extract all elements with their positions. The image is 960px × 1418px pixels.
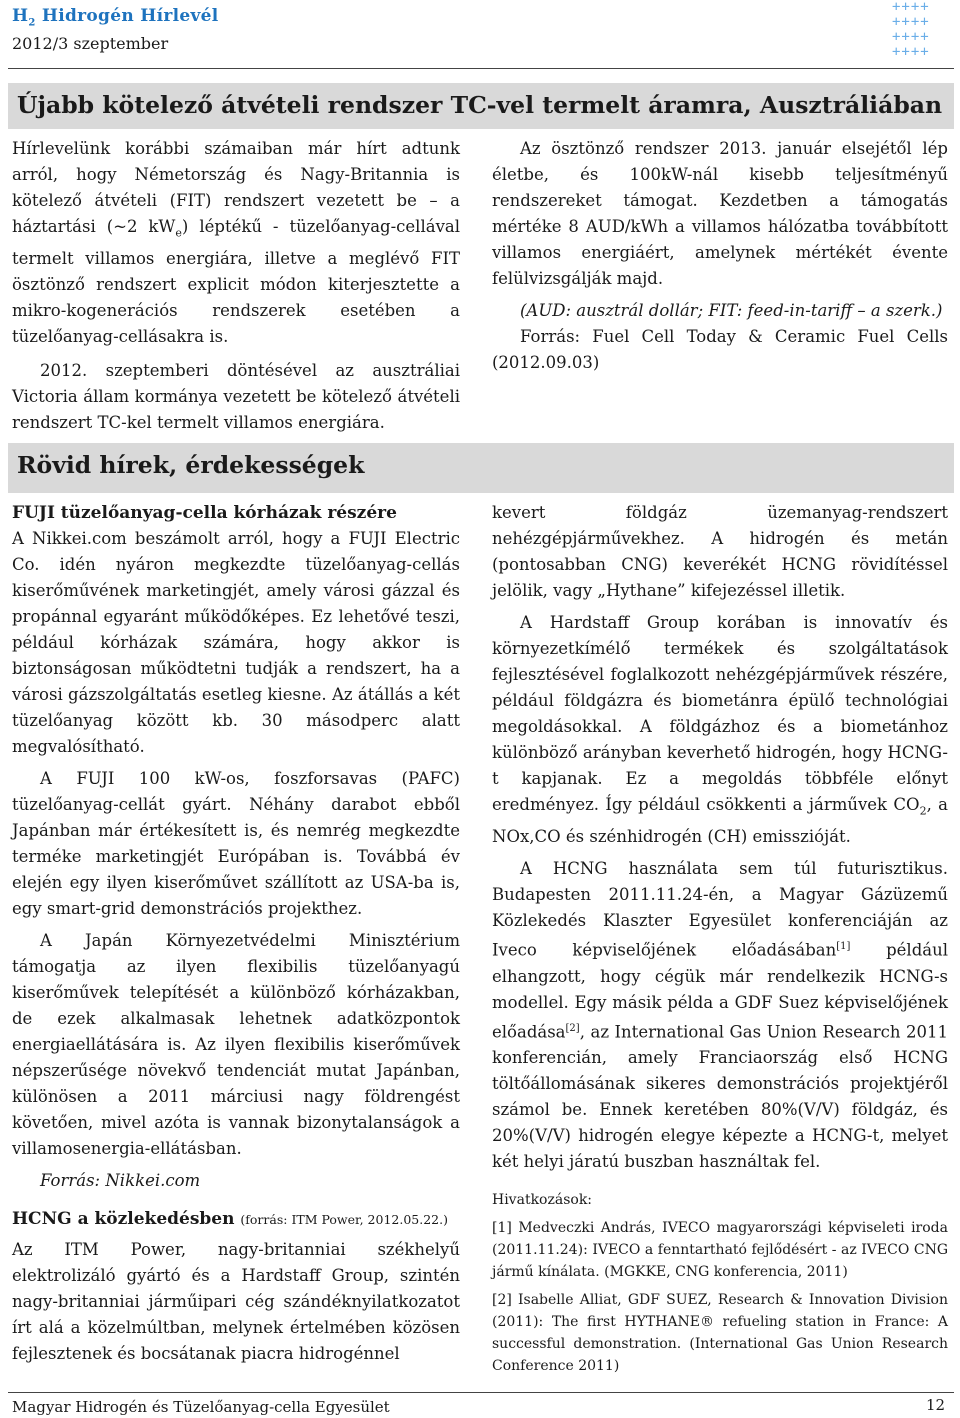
- fuji-heading: FUJI tüzelőanyag-cella kórházak részére: [12, 503, 397, 523]
- references: [492, 1189, 948, 1377]
- header-rule: [8, 68, 954, 69]
- article-right-column: [492, 136, 948, 376]
- news-paragraph: A Nikkei.com beszámolt arról, hogy a FUJI Electric Co. idén nyáron megkezdte tüzelőanyag-cellás kiserőművének marketingjét, amely városi gázzal és propánnal egyaránt működőképes. Ez lehetővé teszi, például kórházak számára, hogy akkor is biztonságosan működtetni tudják a rendszert, ha a városi gázszolgáltatás esetleg kiesne. Az átállás a két tüzelőanyag között kb. 30 másodperc alatt megvalósítható.: [12, 529, 460, 756]
- news-paragraph: A Hardstaff Group korában is innovatív és környezetkímélő termékek és szolgáltatások fejlesztésével foglalkozott nehézgépjárművek részére, például földgázra és biometánra épülő technológiai megoldásokkal. A földgázhoz és a biometánhoz különböző arányban keverhető hidrogén, hogy HCNG-t kapjanak. Ez a megoldás többféle előnyt eredményez. Így például csökkenti a járművek $CO_2$, a NOx,CO és szénhidrogén (CH) emisszióját.: [492, 613, 948, 847]
- article-left-column: [12, 136, 460, 436]
- news-right-column: [492, 500, 948, 1377]
- reference-item: [2] Isabelle Alliat, GDF SUEZ, Research & Innovation Division (2011): The first HYTHANE® refueling station in France: A successful demonstration. (International Gas Union Research Conference 2011): [492, 1292, 948, 1375]
- section-title: Rövid hírek, érdekességek: [17, 451, 365, 479]
- news-paragraph: A FUJI 100 kW-os, foszforsavas (PAFC) tüzelőanyag-cellát gyárt. Néhány darabot ebből Japánban már értékesített is, és nemrég megkezdte terméke marketingjét Európában is. Továbbá év elején egy ilyen kiserőművet szállított az USA-ba is, egy smart-grid demonstrációs projekthez.: [12, 769, 460, 918]
- newsletter-logo: $H_2$ Hidrogén Hírlevél: [12, 6, 219, 29]
- hcng-heading: HCNG a közlekedésben (forrás: ITM Power, 2012.05.22.): [12, 1209, 448, 1229]
- references-title: Hivatkozások:: [492, 1192, 593, 1209]
- article-source: Forrás: Fuel Cell Today & Ceramic Fuel Cells (2012.09.03): [492, 327, 948, 372]
- news-paragraph: A HCNG használata sem túl futurisztikus. Budapesten 2011.11.24-én, a Magyar Gázüzemű Közlekedés Klaszter Egyesület konferenciáján az Iveco képviselőjének előadásában[1] például elhangzott, hogy cégük már rendelkezik HCNG-s modellel. Egy másik példa a GDF Suez képviselőjének előadása[2], az International Gas Union Research 2011 konferencián, amely Franciaország első HCNG töltőállomásának sikeres demonstrációs projektjéről számol be. Ennek keretében 80%(V/V) földgáz, és 20%(V/V) hidrogén elegye képezte a HCNG-t, melyet két helyi járatú buszban használtak fel.: [492, 859, 948, 1172]
- news-left-column: [12, 500, 460, 1367]
- news-paragraph: A Japán Környezetvédelmi Minisztérium támogatja az ilyen flexibilis tüzelőanyagú kiserőművek telepítését a különböző kórházakban, de ezek alkalmasak lehetnek adatközpontok energiaellátására is. Az ilyen flexibilis kiserőművek népszerűsége növekvő tendenciát mutat Japánban, különösen a 2011 márciusi nagy földrengést követően, mivel azóta is vannak bizonytalanságok a villamosenergia-ellátásban.: [12, 931, 460, 1158]
- article-title-band: [8, 83, 954, 129]
- section-title-band: [8, 443, 954, 493]
- news-paragraph: Az ITM Power, nagy-britanniai székhelyű elektrolizáló gyártó és a Hardstaff Group, szintén nagy-britanniai járműipari cég szándéknyilatkozatot írt alá a közelmúltban, melynek értelmében közösen fejlesztenek és bocsátanak piacra hidrogénnel: [12, 1240, 460, 1363]
- footer-rule: [8, 1392, 954, 1393]
- news-paragraph: kevert földgáz üzemanyag-rendszert nehézgépjárművekhez. A hidrogén és metán (pontosabban CNG) keverékét HCNG rövidítéssel jelölik, vagy „Hythane” kifejezéssel illetik.: [492, 503, 948, 600]
- page-header: [12, 6, 219, 53]
- article-paragraph: Az ösztönző rendszer 2013. január elsejétől lép életbe, és 100kW-nál kisebb teljesítményű rendszereket támogat. Kezdetben a támogatás mértéke 8 AUD/kWh a villamos hálózatba továbbított villamos energiáért, amelynek mértékét évente felülvizsgálják majd.: [492, 139, 948, 288]
- footer-organization: Magyar Hidrogén és Tüzelőanyag-cella Egyesület: [12, 1398, 390, 1416]
- editor-note: (AUD: ausztrál dollár; FIT: feed-in-tariff – a szerk.): [520, 301, 943, 320]
- article-paragraph: 2012. szeptemberi döntésével az ausztráliai Victoria állam kormánya vezetett be kötelező átvételi rendszert TC-kel termelt villamos energiára.: [12, 361, 460, 433]
- reference-item: [1] Medveczki András, IVECO magyarországi képviseleti iroda (2011.11.24): IVECO a fenntartható fejlődésért - az IVECO CNG jármű kínálata. (MGKKE, CNG konferencia, 2011): [492, 1220, 948, 1281]
- issue-date: 2012/3 szeptember: [12, 34, 169, 54]
- fuji-source: Forrás: Nikkei.com: [40, 1171, 201, 1190]
- plus-pattern-decoration: ++++ ++++ ++++ ++++: [892, 0, 930, 60]
- page-number: 12: [926, 1396, 946, 1414]
- article-title: Újabb kötelező átvételi rendszer TC-vel termelt áramra, Ausztráliában: [17, 91, 943, 119]
- article-paragraph: Hírlevelünk korábbi számaiban már hírt adtunk arról, hogy Németország és Nagy-Britannia is kötelező átvételi (FIT) rendszert vezetett be – a háztartási (~2 $kW_e$) léptékű - tüzelőanyag-cellával termelt villamos energiára, illetve a meglévő FIT ösztönző rendszert explicit módon kiterjesztette a mikro-kogenerációs rendszerek esetében a tüzelőanyag-cellásakra is.: [12, 139, 461, 347]
